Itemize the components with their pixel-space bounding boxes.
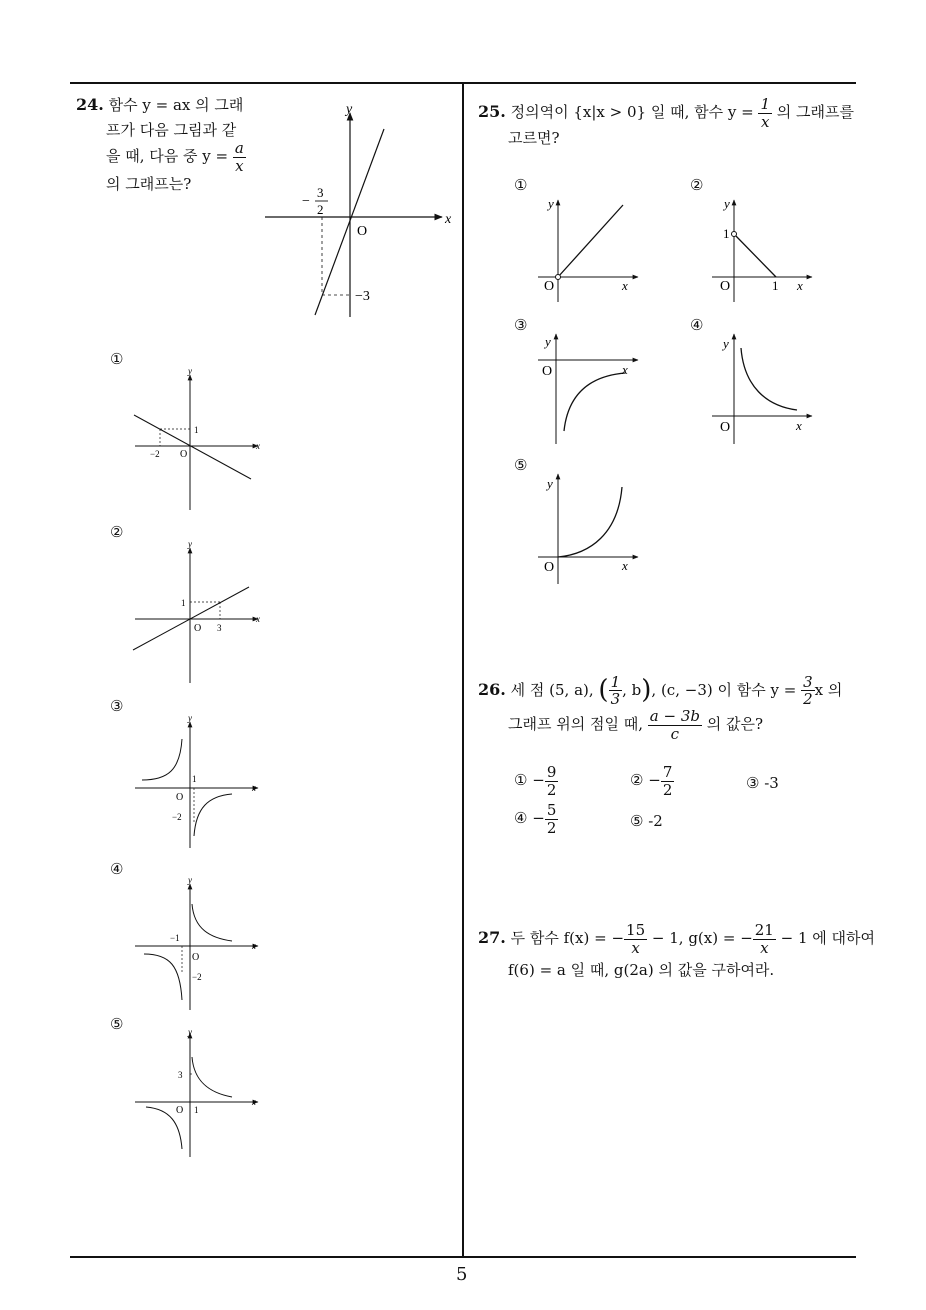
answer-value: -2 <box>648 812 663 830</box>
q26-p-num: 1 <box>610 672 621 691</box>
q26-line1-mid: , (c, −3) 이 함수 y = <box>651 680 797 699</box>
answer-fraction: $\frac{9}{2}$ <box>546 763 557 799</box>
y-label: y <box>188 713 192 723</box>
x-label: x <box>252 783 256 793</box>
q26-f-den: 2 <box>803 690 813 709</box>
q25-frac-den: x <box>761 112 770 131</box>
y-label: y <box>545 334 551 349</box>
answer-sign: − <box>532 809 545 827</box>
q27-number: 27. <box>478 928 506 947</box>
y-label: y <box>188 1027 192 1037</box>
q25-choice-2-mark[interactable]: ② <box>690 176 704 194</box>
q26-answer-5[interactable] <box>630 812 663 830</box>
q26-line1 <box>478 670 842 712</box>
q25-choice-3-graph[interactable] <box>534 330 644 446</box>
x-label: x <box>622 362 628 377</box>
q24-text <box>76 92 243 118</box>
x-label: x <box>256 614 260 624</box>
x-label: x <box>622 278 628 293</box>
answer-mark: ④ <box>514 809 528 827</box>
q26-point-fraction <box>609 674 623 708</box>
q26-number: 26. <box>478 679 506 699</box>
q25-fraction <box>758 96 772 130</box>
q24-choice-4-graph[interactable] <box>130 874 270 1012</box>
origin-label: O <box>542 364 553 379</box>
x-label: x <box>622 558 628 573</box>
q26-func-fraction <box>801 674 815 708</box>
answer-fraction: $\frac{5}{2}$ <box>546 801 557 837</box>
q24-fraction <box>233 140 246 174</box>
tick-1: 1 <box>181 598 186 608</box>
answer-fraction: $\frac{7}{2}$ <box>662 763 673 799</box>
q26-line2-tail: 의 값은? <box>706 715 764 733</box>
y-label: y <box>188 875 192 885</box>
answer-sign: − <box>648 771 661 789</box>
tick-y-1: 1 <box>723 226 730 241</box>
q25-choice-1-graph[interactable] <box>534 192 644 304</box>
q25-choice-5-mark[interactable]: ⑤ <box>514 456 528 474</box>
q26-line1-text: 세 점 (5, a), <box>510 680 594 699</box>
y-label: y <box>723 336 729 351</box>
q24-line2: 프가 다음 그림과 같 <box>106 121 237 139</box>
paren-close: ) <box>641 675 652 705</box>
q27-line1-text: 두 함수 f(x) = − <box>510 929 625 947</box>
answer-mark: ③ <box>746 774 760 792</box>
q24-number: 24. <box>76 95 104 114</box>
tick-3: 3 <box>217 623 222 633</box>
bottom-rule <box>70 1256 856 1258</box>
minus3-label: −3 <box>355 289 370 304</box>
q26-e-den: c <box>670 724 680 743</box>
q25-choice-5-graph[interactable] <box>534 470 644 586</box>
tick-1: 1 <box>192 774 197 784</box>
tick-minus2: −2 <box>192 972 202 982</box>
q24-line3-text: 을 때, 다음 중 y = <box>106 147 229 165</box>
x-label: x <box>256 441 260 451</box>
origin-label: O <box>180 449 188 460</box>
q24-line4: 의 그래프는? <box>106 175 192 193</box>
q24-frac-den: x <box>235 156 244 175</box>
origin-label: O <box>194 623 202 634</box>
q24-choice-1-graph[interactable] <box>130 365 270 513</box>
q27-g-fraction: $\frac{21}{x}$ <box>754 921 774 957</box>
q25-choice-3-mark[interactable]: ③ <box>514 316 528 334</box>
x-label: x <box>445 212 452 227</box>
q25-number: 25. <box>478 102 506 121</box>
tick-1: 1 <box>194 425 199 435</box>
tick-3: 3 <box>178 1070 183 1080</box>
q25-frac-num: 1 <box>760 95 771 113</box>
q25-choice-4-graph[interactable] <box>708 330 818 446</box>
origin-label: O <box>544 560 555 575</box>
paren-open: ( <box>598 675 609 705</box>
answer-mark: ⑤ <box>630 812 644 830</box>
y-label: y <box>346 102 353 117</box>
column-divider <box>462 82 464 1258</box>
q26-p-tail: , b <box>622 680 642 699</box>
q24-main-figure <box>260 95 460 320</box>
q24-line1: 함수 y = ax 의 그래 <box>108 96 244 114</box>
origin-label: O <box>176 792 184 803</box>
x-label: x <box>796 418 802 433</box>
q26-e-num: a − 3b <box>649 707 700 725</box>
origin-label: O <box>720 420 731 435</box>
q25-choice-2-graph[interactable] <box>708 192 818 304</box>
frac-den: 2 <box>317 202 324 217</box>
q24-choice-2-mark[interactable]: ② <box>110 523 124 541</box>
q26-line2-text: 그래프 위의 점일 때, <box>508 715 643 733</box>
q24-choice-5-mark[interactable]: ⑤ <box>110 1015 124 1033</box>
q24-choice-3-graph[interactable] <box>130 712 270 850</box>
q24-choice-5-graph[interactable] <box>130 1027 270 1159</box>
answer-sign: − <box>532 771 545 789</box>
q24-choice-4-mark[interactable]: ④ <box>110 860 124 878</box>
q26-line2 <box>508 708 763 742</box>
q24-choice-3-mark[interactable]: ③ <box>110 697 124 715</box>
tick-minus2: −2 <box>150 449 160 459</box>
answer-mark: ① <box>514 771 528 789</box>
q25-line1 <box>478 96 854 130</box>
tick-x-1: 1 <box>772 278 779 293</box>
origin-label: O <box>192 952 200 963</box>
y-label: y <box>724 196 730 211</box>
q26-line1-tail: x 의 <box>814 680 843 699</box>
q24-frac-num: a <box>234 139 244 157</box>
answer-mark: ② <box>630 771 644 789</box>
q27-f-fraction: $\frac{15}{x}$ <box>626 921 646 957</box>
q24-choice-2-graph[interactable] <box>130 538 270 686</box>
origin-label: O <box>176 1105 184 1116</box>
q27-line2: f(6) = a 일 때, g(2a) 의 값을 구하여라. <box>508 961 775 979</box>
q24-line3 <box>106 140 246 174</box>
x-label: x <box>252 1097 256 1107</box>
frac-num: 3 <box>317 185 324 200</box>
q26-answer-3[interactable] <box>746 774 779 792</box>
q25-line1-tail: 의 그래프를 <box>776 103 855 121</box>
neg-sign: − <box>302 194 310 209</box>
y-label: y <box>547 476 553 491</box>
x-label: x <box>252 941 256 951</box>
q24-choice-1-mark[interactable]: ① <box>110 350 124 368</box>
y-label: y <box>188 539 192 549</box>
q25-choice-1-mark[interactable]: ① <box>514 176 528 194</box>
tick-minus2: −2 <box>172 812 182 822</box>
origin-label: O <box>720 279 731 294</box>
q27-line1-mid: − 1, g(x) = − <box>651 929 753 947</box>
tick-minus1: −1 <box>170 933 180 943</box>
q26-expr-fraction <box>648 708 702 742</box>
q26-p-den: 3 <box>610 690 621 709</box>
q25-line1-text: 정의역이 {x|x > 0} 일 때, 함수 y = <box>510 103 754 121</box>
origin-label: O <box>357 224 368 239</box>
origin-label: O <box>544 279 555 294</box>
y-label: y <box>188 366 192 376</box>
q27-line1-tail: − 1 에 대하여 <box>780 929 876 947</box>
answer-value: -3 <box>764 774 779 792</box>
q26-answer-2[interactable] <box>630 764 674 798</box>
q26-answer-4[interactable] <box>514 802 558 836</box>
q27-line1 <box>478 922 875 956</box>
y-label: y <box>548 196 554 211</box>
page-number: 5 <box>456 1264 468 1285</box>
q25-choice-4-mark[interactable]: ④ <box>690 316 704 334</box>
q25-line2: 고르면? <box>508 129 560 147</box>
tick-1: 1 <box>194 1105 199 1115</box>
q26-answer-1[interactable] <box>514 764 558 798</box>
x-label: x <box>797 278 803 293</box>
q26-f-num: 3 <box>803 672 813 691</box>
